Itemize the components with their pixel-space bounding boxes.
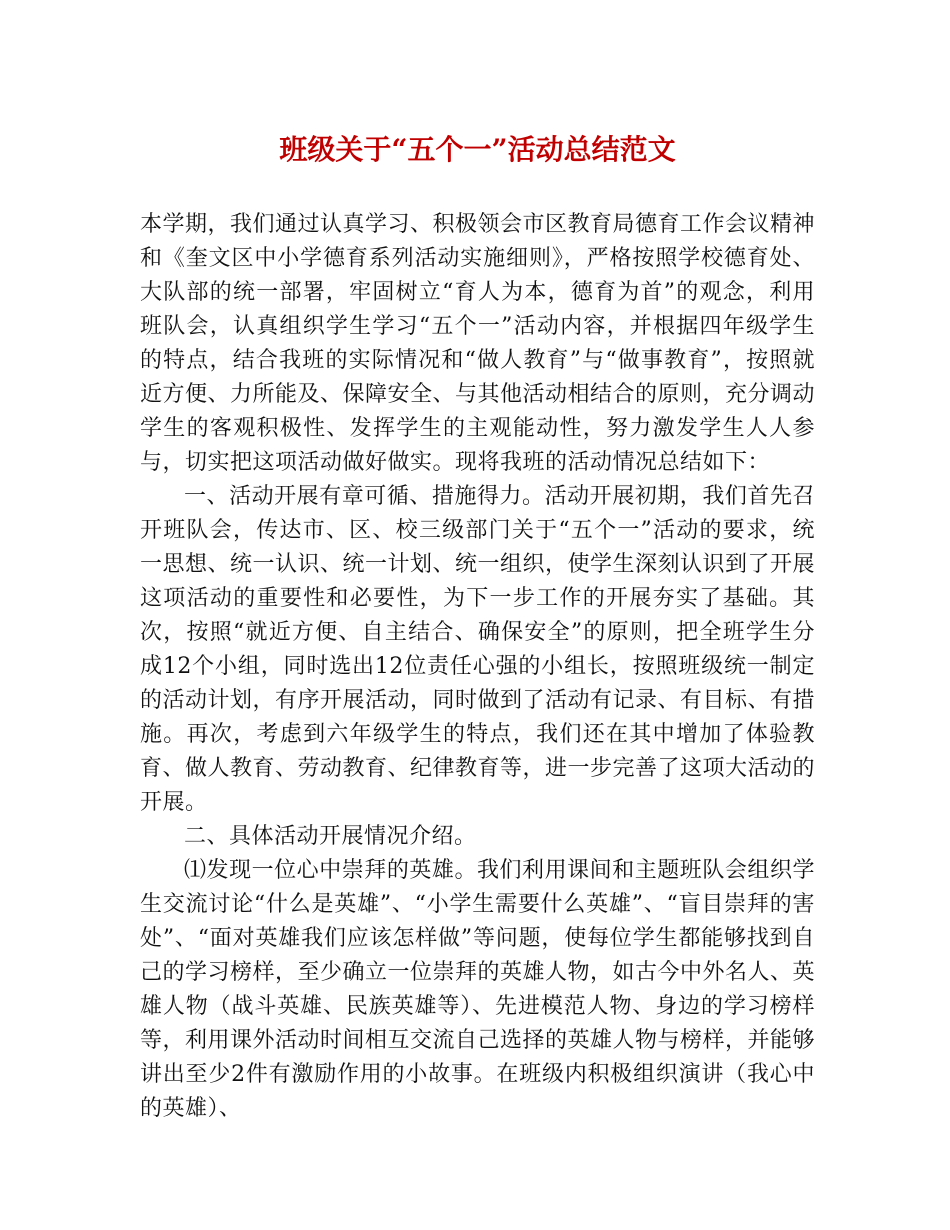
document-body <box>140 208 815 1126</box>
paragraph-intro: 本学期，我们通过认真学习、积极领会市区教育局德育工作会议精神和《奎文区中小学德育系列活动实施细则》，严格按照学校德育处、大队部的统一部署，牢固树立“育人为本，德育为首”的观念，利用班队会，认真组织学生学习“五个一”活动内容，并根据四年级学生的特点，结合我班的实际情况和“做人教育”与“做事教育”，按照就近方便、力所能及、保障安全、与其他活动相结合的原则，充分调动学生的客观积极性、发挥学生的主观能动性，努力激发学生人人参与，切实把这项活动做好做实。现将我班的活动情况总结如下： <box>140 212 816 475</box>
document-title: 班级关于“五个一”活动总结范文 <box>279 133 676 166</box>
paragraph-section-two-heading: 二、具体活动开展情况介绍。 <box>184 824 477 849</box>
paragraph-section-one: 一、活动开展有章可循、措施得力。活动开展初期，我们首先召开班队会，传达市、区、校三级部门关于“五个一”活动的要求，统一思想、统一认识、统一计划、统一组织，使学生深刻认识到了开展这项活动的重要性和必要性，为下一步工作的开展夯实了基础。其次，按照“就近方便、自主结合、确保安全”的原则，把全班学生分成12个小组，同时选出12位责任心强的小组长，按照班级统一制定的活动计划，有序开展活动，同时做到了活动有记录、有目标、有措施。再次，考虑到六年级学生的特点，我们还在其中增加了体验教育、做人教育、劳动教育、纪律教育等，进一步完善了这项大活动的开展。 <box>140 484 816 815</box>
paragraph-hero-activity: ⑴发现一位心中崇拜的英雄。我们利用课间和主题班队会组织学生交流讨论“什么是英雄”、“小学生需要什么英雄”、“盲目崇拜的害处”、“面对英雄我们应该怎样做”等问题，使每位学生都能够找到自己的学习榜样，至少确立一位崇拜的英雄人物，如古今中外名人、英雄人物（战斗英雄、民族英雄等）、先进模范人物、身边的学习榜样等，利用课外活动时间相互交流自己选择的英雄人物与榜样，并能够讲出至少2件有激励作用的小故事。在班级内积极组织演讲（我心中的英雄）、 <box>140 858 816 1121</box>
